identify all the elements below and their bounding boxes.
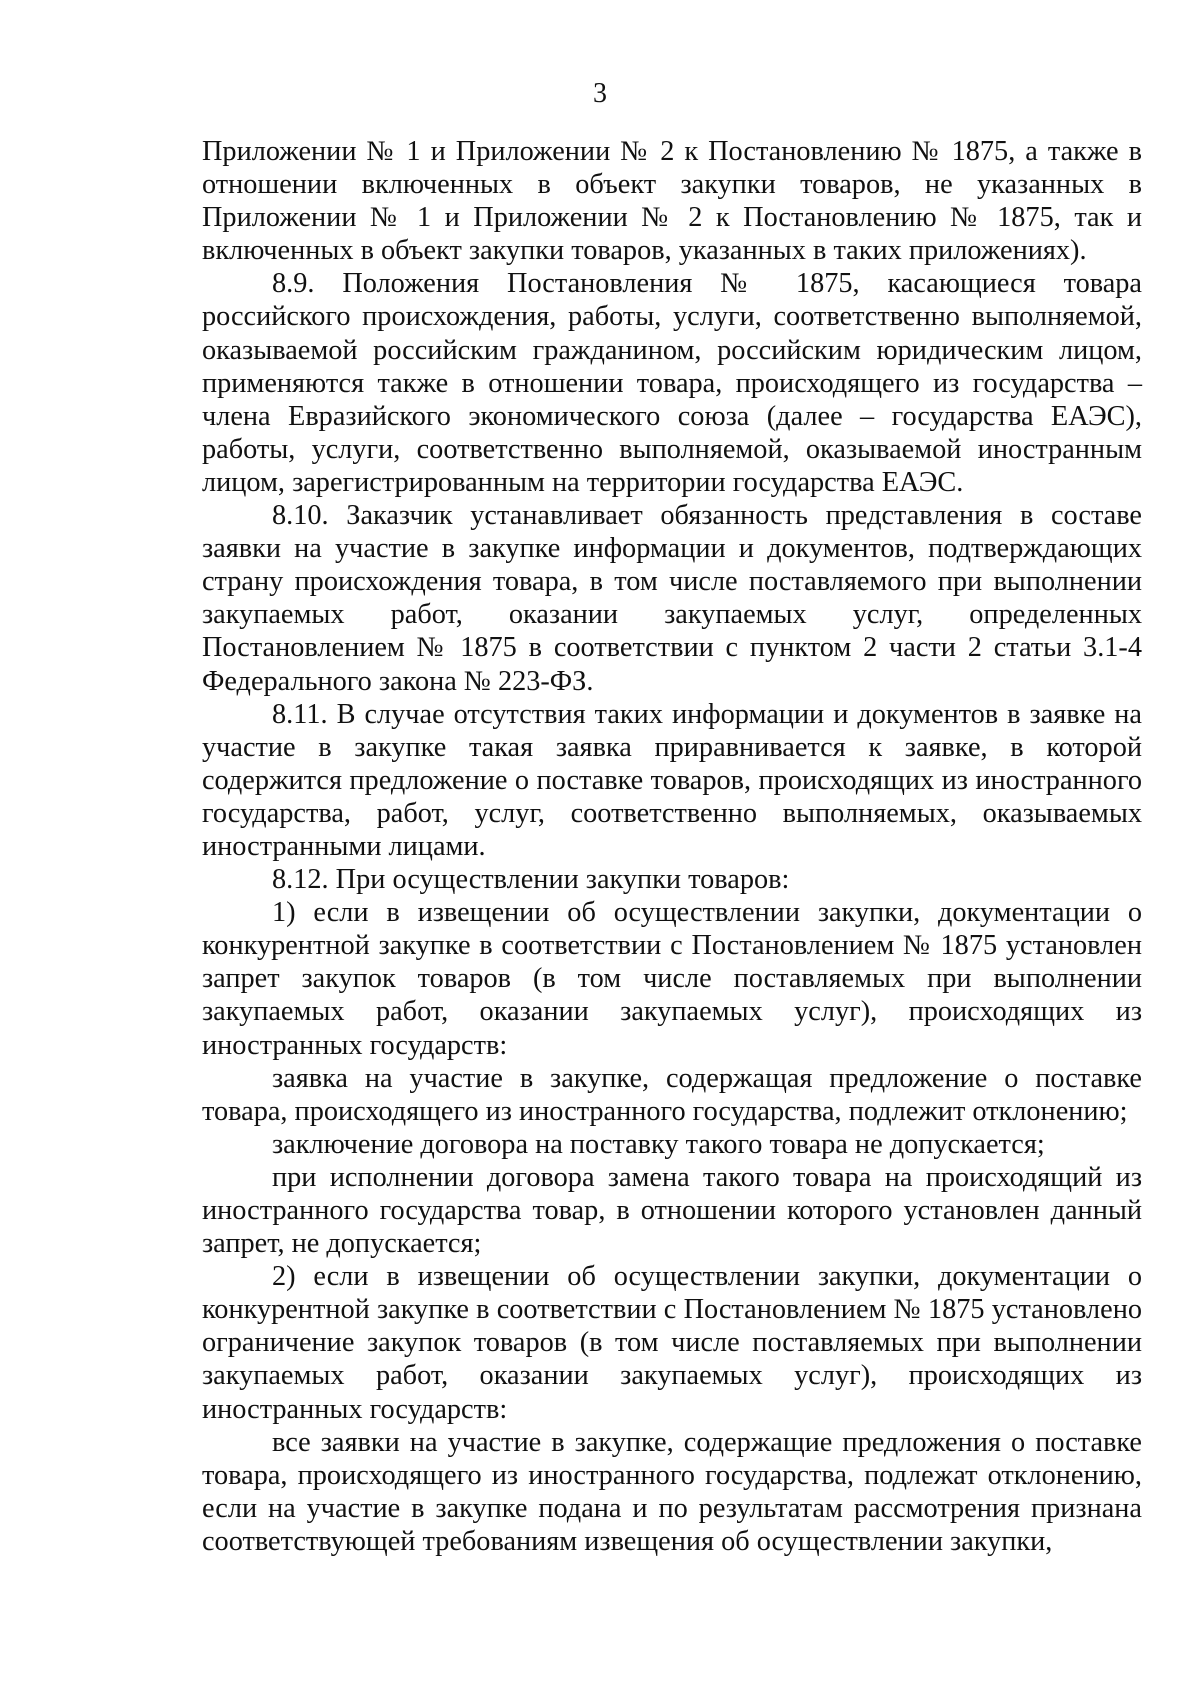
paragraph-8-11: 8.11. В случае отсутствия таких информации и документов в заявке на участие в закупке такая заявка приравнивается к заявке, в которой содержится предложение о поставке товаров, происходящих из иностранного государства, работ, услуг, соответственно выполняемых, оказываемых иностранными лицами.	[202, 698, 1142, 862]
paragraph-item-1-replacement: при исполнении договора замена такого товара на происходящий из иностранного государства товар, в отношении которого установлен данный запрет, не допускается;	[202, 1161, 1142, 1260]
paragraph-item-2-rejection: все заявки на участие в закупке, содержащие предложения о поставке товара, происходящего из иностранного государства, подлежат отклонению, если на участие в закупке подана и по результатам рассмотрения признана соответствующей требованиям извещения об осуществлении закупки,	[202, 1426, 1142, 1557]
document-body	[202, 135, 1142, 1558]
paragraph-item-1-rejection: заявка на участие в закупке, содержащая предложение о поставке товара, происходящего из иностранного государства, подлежит отклонению;	[202, 1062, 1142, 1127]
paragraph-8-9: 8.9. Положения Постановления № 1875, касающиеся товара российского происхождения, работы, услуги, соответственно выполняемой, оказываемой российским гражданином, российским юридическим лицом, применяются также в отношении товара, происходящего из государства – члена Евразийского экономического союза (далее – государства ЕАЭС), работы, услуги, соответственно выполняемой, оказываемой иностранным лицом, зарегистрированным на территории государства ЕАЭС.	[202, 268, 1142, 498]
paragraph-item-1: 1) если в извещении об осуществлении закупки, документации о конкурентной закупке в соответствии с Постановлением № 1875 установлен запрет закупок товаров (в том числе поставляемых при выполнении закупаемых работ, оказании закупаемых услуг), происходящих из иностранных государств:	[202, 897, 1142, 1061]
paragraph-item-1-contract: заключение договора на поставку такого товара не допускается;	[272, 1128, 1045, 1160]
page-number: 3	[593, 78, 607, 109]
paragraph-item-2: 2) если в извещении об осуществлении закупки, документации о конкурентной закупке в соответствии с Постановлением № 1875 установлено ограничение закупок товаров (в том числе поставляемых при выполнении закупаемых работ, оказании закупаемых услуг), происходящих из иностранных государств:	[202, 1261, 1142, 1425]
paragraph-8-12: 8.12. При осуществлении закупки товаров:	[272, 864, 790, 896]
paragraph-8-10: 8.10. Заказчик устанавливает обязанность представления в составе заявки на участие в закупке информации и документов, подтверждающих страну происхождения товара, в том числе поставляемого при выполнении закупаемых работ, оказании закупаемых услуг, определенных Постановлением № 1875 в соответствии с пунктом 2 части 2 статьи 3.1-4 Федерального закона № 223-ФЗ.	[202, 500, 1142, 697]
paragraph-continuation: Приложении № 1 и Приложении № 2 к Постановлению № 1875, а также в отношении включенных в объект закупки товаров, не указанных в Приложении № 1 и Приложении № 2 к Постановлению № 1875, так и включенных в объект закупки товаров, указанных в таких приложениях).	[202, 136, 1142, 267]
